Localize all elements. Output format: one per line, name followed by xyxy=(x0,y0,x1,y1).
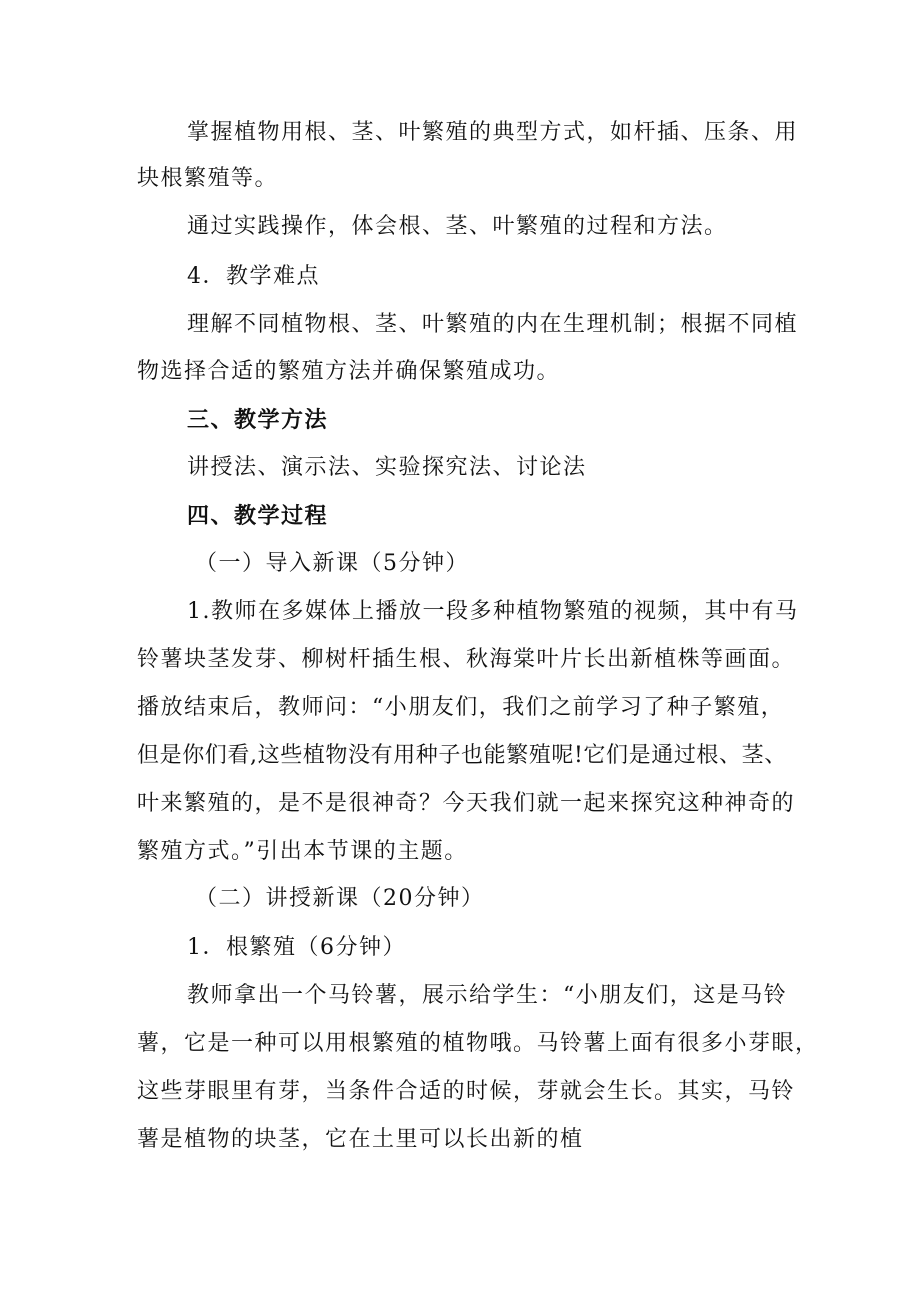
text-line-20: 薯，它是一种可以用根繁殖的植物哦。马铃薯上面有很多小芽眼， xyxy=(137,1031,819,1056)
subheading-root-propagation: 1．根繁殖（6分钟） xyxy=(187,935,406,960)
text-line-2: 块根繁殖等。 xyxy=(137,166,279,191)
text-line-16: 繁殖方式。”引出本节课的主题。 xyxy=(137,839,468,864)
section-heading-process: 四、教学过程 xyxy=(187,504,329,529)
text-line-15: 叶来繁殖的，是不是很神奇？今天我们就一起来探究这种神奇的 xyxy=(137,791,796,816)
text-line-12: 铃薯块茎发芽、柳树杆插生根、秋海棠叶片长出新植株等画面。 xyxy=(137,647,796,672)
text-line-3: 通过实践操作，体会根、茎、叶繁殖的过程和方法。 xyxy=(187,214,728,239)
text-line-14: 但是你们看,这些植物没有用种子也能繁殖呢!它们是通过根、茎、 xyxy=(137,743,787,768)
subheading-new-lesson: （二）讲授新课（20分钟） xyxy=(195,886,485,911)
subheading-intro: （一）导入新课（5分钟） xyxy=(195,551,469,576)
text-line-19: 教师拿出一个马铃薯，展示给学生：“小朋友们，这是马铃 xyxy=(187,983,788,1008)
text-line-1: 掌握植物用根、茎、叶繁殖的典型方式，如杆插、压条、用 xyxy=(187,120,799,145)
text-line-21: 这些芽眼里有芽，当条件合适的时候，芽就会生长。其实，马铃 xyxy=(137,1079,796,1104)
text-line-methods: 讲授法、演示法、实验探究法、讨论法 xyxy=(187,455,587,480)
text-line-13: 播放结束后，教师问：“小朋友们，我们之前学习了种子繁殖， xyxy=(137,695,785,720)
section-heading-methods: 三、教学方法 xyxy=(187,408,329,433)
text-line-11: 1.教师在多媒体上播放一段多种植物繁殖的视频，其中有马 xyxy=(187,599,799,624)
text-line-5: 理解不同植物根、茎、叶繁殖的内在生理机制；根据不同植 xyxy=(187,312,799,337)
subheading-teaching-difficulty: 4．教学难点 xyxy=(187,264,320,289)
text-line-22: 薯是植物的块茎，它在土里可以长出新的植 xyxy=(137,1127,584,1152)
text-line-6: 物选择合适的繁殖方法并确保繁殖成功。 xyxy=(137,359,561,384)
